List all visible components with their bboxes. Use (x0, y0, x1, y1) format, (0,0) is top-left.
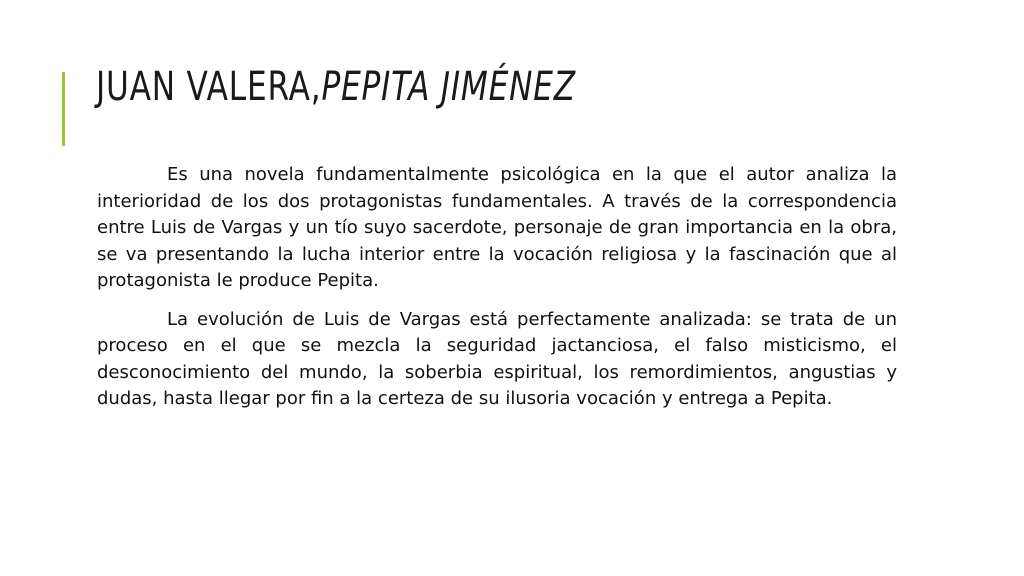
slide-body (97, 162, 897, 425)
body-paragraph-1: Es una novela fundamentalmente psicológica en la que el autor analiza la interioridad de los dos protagonistas fundamentales. A través de la correspondencia entre Luis de Vargas y un tío suyo sacerdote, personaje de gran importancia en la obra, se va presentando la lucha interior entre la vocación religiosa y la fascinación que al protagonista le produce Pepita. (97, 164, 897, 291)
title-author: JUAN VALERA, (96, 64, 322, 110)
title-work: PEPITA JIMÉNEZ (321, 64, 576, 110)
slide-title (96, 64, 576, 110)
body-paragraph-2: La evolución de Luis de Vargas está perfectamente analizada: se trata de un proceso en el que se mezcla la seguridad jactanciosa, el falso misticismo, el desconocimiento del mundo, la soberbia espiritual, los remordimientos, angustias y dudas, hasta llegar por fin a la certeza de su ilusoria vocación y entrega a Pepita. (97, 308, 897, 409)
title-accent-bar (62, 72, 65, 146)
